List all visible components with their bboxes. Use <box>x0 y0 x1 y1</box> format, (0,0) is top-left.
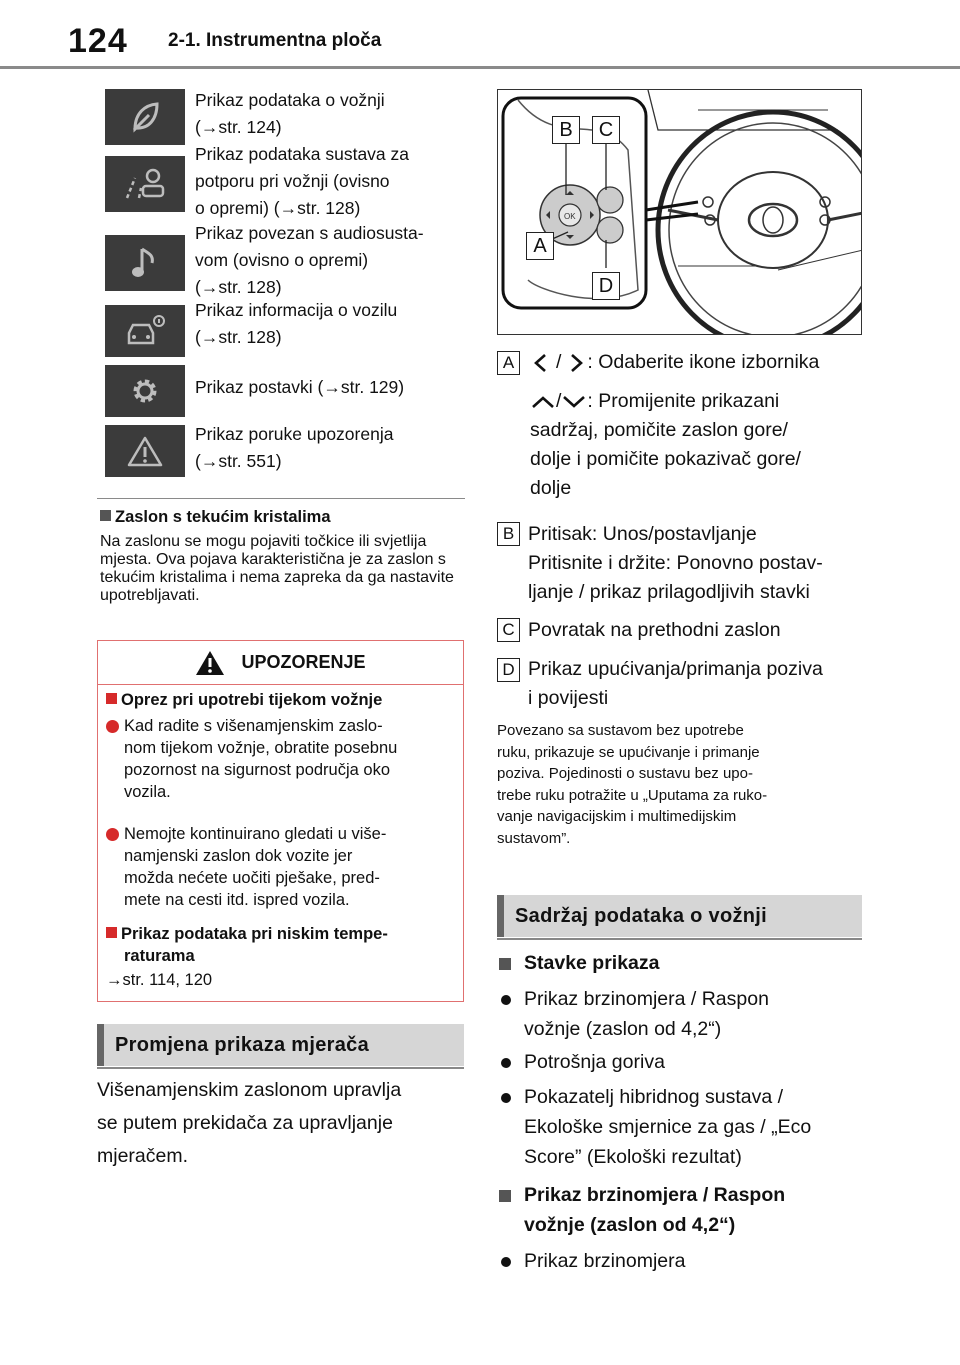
icon-label-line: vom (ovisno o opremi) <box>195 250 369 270</box>
svg-text:OK: OK <box>564 212 576 221</box>
drive-item-text <box>524 984 769 1044</box>
drive-section-heading <box>497 895 862 937</box>
drive-item-line: Potrošnja goriva <box>524 1051 665 1073</box>
drive-item-line: Pokazatelj hibridnog sustava / <box>524 1086 784 1108</box>
legend-line: dolje i pomičite pokazivač gore/ <box>530 448 801 470</box>
warning-line: mete na cesti itd. ispred vozila. <box>124 891 350 909</box>
warning-bullet <box>106 715 456 803</box>
warning-line: nom tijekom vožnje, obratite posebnu <box>124 739 398 757</box>
square-bullet-icon <box>100 510 111 521</box>
legend-line: ljanje / prikaz prilagodljivih stavki <box>528 581 810 603</box>
warning-title <box>98 641 463 685</box>
music-note-icon <box>105 235 185 291</box>
warning-bullet <box>106 823 456 911</box>
heading-underline <box>497 938 862 940</box>
drive-heading-line: Prikaz brzinomjera / Raspon <box>524 1184 786 1206</box>
warning-sub-heading <box>106 923 456 967</box>
legend-line: sadržaj, pomičite zaslon gore/ <box>530 419 788 441</box>
note-line: ruku, prikazuje se upućivanje i primanje <box>497 743 760 761</box>
legend-line: Povratak na prethodni zaslon <box>528 619 781 641</box>
meter-paragraph <box>97 1074 467 1173</box>
drive-item-text <box>524 1047 665 1077</box>
warning-line: pozornost na sigurnost područja oko <box>124 761 390 779</box>
header-rule <box>0 66 960 69</box>
legend-a <box>530 348 870 503</box>
heading-bar <box>497 895 504 937</box>
drive-heading-text: Stavke prikaza <box>524 952 660 974</box>
icon-label-line: Prikaz povezan s audiosusta- <box>195 223 424 243</box>
legend-key-d: D <box>497 658 520 682</box>
bullet-dot-icon <box>501 1058 511 1068</box>
diagram-label-a: A <box>526 232 554 260</box>
icon-label-line: (→str. 124) <box>195 117 282 137</box>
icon-label-line: (→str. 128) <box>195 277 282 297</box>
legend-key-a: A <box>497 351 520 375</box>
meter-section-heading <box>97 1024 464 1066</box>
drive-section-title: Sadržaj podataka o vožnji <box>515 904 768 927</box>
warning-sub-text: Oprez pri upotrebi tijekom vožnje <box>121 691 383 709</box>
bullet-dot-icon <box>501 995 511 1005</box>
note-line: trebe ruku potražite u „Uputama za ruko- <box>497 786 768 804</box>
square-bullet-icon <box>106 927 117 938</box>
icon-label-line: Prikaz postavki (→str. 129) <box>195 377 405 397</box>
legend-line: Prikaz upućivanja/primanja poziva <box>528 658 823 680</box>
warning-sub-text: Prikaz podataka pri niskim tempe- <box>121 925 388 943</box>
drive-heading-text <box>524 1180 785 1240</box>
warning-triangle-icon <box>195 650 225 676</box>
legend-line: Pritisnite i držite: Ponovno postav- <box>528 552 823 574</box>
diagram-label-c: C <box>592 116 620 144</box>
paragraph-line: Višenamjenskim zaslonom upravlja <box>97 1079 402 1101</box>
lcd-heading <box>100 508 331 527</box>
legend-key-c: C <box>497 618 520 642</box>
drive-item-text <box>524 1082 811 1172</box>
meter-section-title: Promjena prikaza mjerača <box>115 1033 369 1056</box>
warning-line: Kad radite s višenamjenskim zaslo- <box>124 717 383 735</box>
paragraph-line: se putem prekidača za upravljanje <box>97 1112 393 1134</box>
icon-label-line: Prikaz poruke upozorenja <box>195 424 394 444</box>
icon-label-line: Prikaz podataka sustava za <box>195 144 410 164</box>
lcd-heading-text: Zaslon s tekućim kristalima <box>115 508 331 526</box>
section-title: 2-1. Instrumentna ploča <box>168 30 382 51</box>
drive-item-line: Score” (Ekološki rezultat) <box>524 1146 742 1168</box>
driver-assist-icon <box>105 156 185 212</box>
drive-item-line: Prikaz brzinomjera / Raspon <box>524 988 769 1010</box>
vehicle-info-icon <box>105 305 185 357</box>
icon-label-line: o opremi) (→str. 128) <box>195 198 361 218</box>
drive-item-line: Ekološke smjernice za gas / „Eco <box>524 1116 812 1138</box>
square-bullet-icon <box>499 958 511 970</box>
diagram-label-d: D <box>592 272 620 300</box>
legend-a-line1: / : Odaberite ikone izbornika <box>530 348 870 377</box>
drive-heading-line: vožnje (zaslon od 4,2“) <box>524 1214 736 1236</box>
legend-line: Pritisak: Unos/postavljanje <box>528 523 757 545</box>
icon-label-line: Prikaz podataka o vožnji <box>195 90 385 110</box>
square-bullet-icon <box>499 1190 511 1202</box>
note-line: poziva. Pojedinosti o sustavu bez upo- <box>497 765 753 782</box>
lcd-body: Na zaslonu se mogu pojaviti točkice ili svjetlija mjesta. Ova pojava karakteristična je za zaslon s tekućim kristalima i nema zapreka da ga nastavite upotrebljavati. <box>100 533 454 604</box>
warning-sub-heading <box>106 689 382 711</box>
icon-label-line: (→str. 128) <box>195 327 282 347</box>
divider <box>97 498 465 499</box>
warning-line: Nemojte kontinuirano gledati u više- <box>124 825 387 843</box>
note-line: sustavom”. <box>497 829 571 847</box>
warning-ref: →str. 114, 120 <box>106 971 213 989</box>
legend-d <box>528 655 868 713</box>
drive-item-text: Prikaz brzinomjera <box>524 1250 686 1272</box>
leaf-icon <box>105 89 185 145</box>
heading-bar <box>97 1024 104 1066</box>
warning-triangle-icon <box>105 425 185 477</box>
square-bullet-icon <box>106 693 117 704</box>
drive-item-line: vožnje (zaslon od 4,2“) <box>524 1018 722 1040</box>
chevron-down-icon <box>561 393 587 411</box>
legend-line: i povijesti <box>528 687 609 709</box>
warning-sub-text: raturama <box>124 947 195 965</box>
warning-line: vozila. <box>124 783 171 801</box>
bullet-dot-icon <box>106 720 119 733</box>
legend-key-b: B <box>497 522 520 546</box>
chevron-left-icon <box>530 352 552 374</box>
bullet-dot-icon <box>501 1093 511 1103</box>
legend-line: dolje <box>530 477 572 499</box>
chevron-up-icon <box>530 393 556 411</box>
warning-box <box>97 640 464 1002</box>
bullet-dot-icon <box>501 1257 511 1267</box>
icon-label-line: (→str. 551) <box>195 451 282 471</box>
legend-a-text: : Odaberite ikone izbornika <box>587 351 820 373</box>
note-line: Povezano sa sustavom bez upotrebe <box>497 722 744 739</box>
legend-b <box>528 520 868 607</box>
handsfree-note <box>497 720 867 849</box>
warning-line: namjenski zaslon dok vozite jer <box>124 847 353 865</box>
legend-c <box>528 616 868 645</box>
page-header <box>0 0 960 68</box>
warning-line: možda nećete uočiti pješake, pred- <box>124 869 380 887</box>
icon-label-line: Prikaz informacija o vozilu <box>195 300 398 320</box>
chevron-right-icon <box>565 352 587 374</box>
icon-label-line: potporu pri vožnji (ovisno <box>195 171 390 191</box>
bullet-dot-icon <box>106 828 119 841</box>
warning-title-text: UPOZORENJE <box>241 652 366 672</box>
gear-icon <box>105 365 185 417</box>
heading-underline <box>97 1067 464 1069</box>
note-line: vanje navigacijskim i multimedijskim <box>497 808 737 825</box>
steering-wheel-diagram <box>497 89 862 335</box>
legend-a-text: : Promijenite prikazani <box>587 390 780 412</box>
diagram-label-b: B <box>552 116 580 144</box>
page-number: 124 <box>68 22 128 60</box>
legend-a-line2: / : Promijenite prikazani <box>530 387 870 416</box>
paragraph-line: mjeračem. <box>97 1145 189 1167</box>
